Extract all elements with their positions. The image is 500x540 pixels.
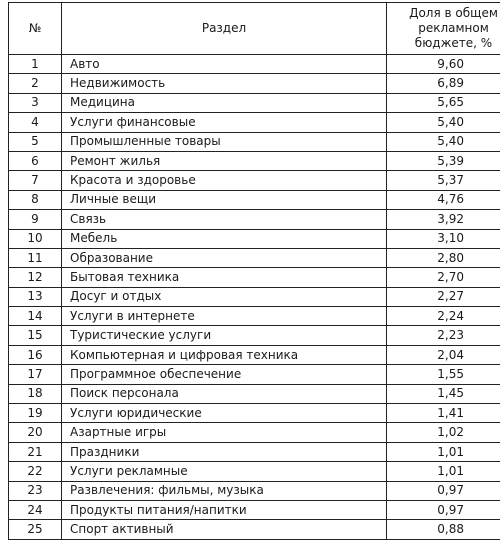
table-row (9, 93, 500, 112)
row-section: Туристические услуги (62, 326, 387, 345)
row-section: Бытовая техника (62, 268, 387, 287)
row-number: 17 (9, 365, 62, 384)
table-row (9, 113, 500, 132)
table-row (9, 307, 500, 326)
row-number: 2 (9, 74, 62, 93)
header-share: Доля в общем рекламном бюджете, % (387, 3, 500, 55)
row-number: 14 (9, 307, 62, 326)
row-number: 9 (9, 210, 62, 229)
row-section: Продукты питания/напитки (62, 500, 387, 519)
row-section: Услуги в интернете (62, 307, 387, 326)
row-section: Услуги юридические (62, 404, 387, 423)
row-share: 2,24 (387, 307, 500, 326)
row-section: Личные вещи (62, 190, 387, 209)
header-row (9, 3, 500, 55)
row-section: Досуг и отдых (62, 287, 387, 306)
row-share: 3,10 (387, 229, 500, 248)
row-section: Ремонт жилья (62, 151, 387, 170)
table-row (9, 500, 500, 519)
row-section: Красота и здоровье (62, 171, 387, 190)
row-number: 8 (9, 190, 62, 209)
advertising-budget-table (8, 2, 500, 540)
row-number: 23 (9, 481, 62, 500)
row-number: 7 (9, 171, 62, 190)
row-number: 4 (9, 113, 62, 132)
row-share: 5,40 (387, 113, 500, 132)
row-number: 16 (9, 345, 62, 364)
row-section: Программное обеспечение (62, 365, 387, 384)
row-section: Развлечения: фильмы, музыка (62, 481, 387, 500)
row-share: 2,80 (387, 248, 500, 267)
row-section: Компьютерная и цифровая техника (62, 345, 387, 364)
row-share: 5,40 (387, 132, 500, 151)
row-share: 9,60 (387, 55, 500, 74)
row-number: 25 (9, 520, 62, 539)
row-section: Образование (62, 248, 387, 267)
row-share: 1,45 (387, 384, 500, 403)
table-row (9, 268, 500, 287)
row-share: 0,88 (387, 520, 500, 539)
row-share: 1,01 (387, 442, 500, 461)
row-number: 20 (9, 423, 62, 442)
row-share: 3,92 (387, 210, 500, 229)
table-row (9, 442, 500, 461)
row-share: 5,39 (387, 151, 500, 170)
row-share: 2,70 (387, 268, 500, 287)
row-section: Медицина (62, 93, 387, 112)
table-row (9, 151, 500, 170)
row-share: 5,37 (387, 171, 500, 190)
row-section: Азартные игры (62, 423, 387, 442)
table-row (9, 229, 500, 248)
row-section: Мебель (62, 229, 387, 248)
row-share: 0,97 (387, 481, 500, 500)
row-number: 22 (9, 462, 62, 481)
row-number: 11 (9, 248, 62, 267)
table-row (9, 365, 500, 384)
row-section: Спорт активный (62, 520, 387, 539)
row-section: Услуги финансовые (62, 113, 387, 132)
row-number: 1 (9, 55, 62, 74)
table-row (9, 404, 500, 423)
table-row (9, 326, 500, 345)
row-number: 6 (9, 151, 62, 170)
row-share: 2,23 (387, 326, 500, 345)
row-number: 3 (9, 93, 62, 112)
table-row (9, 248, 500, 267)
table-row (9, 55, 500, 74)
table-row (9, 74, 500, 93)
table-row (9, 345, 500, 364)
row-number: 15 (9, 326, 62, 345)
row-section: Услуги рекламные (62, 462, 387, 481)
table-row (9, 481, 500, 500)
row-share: 1,55 (387, 365, 500, 384)
row-number: 5 (9, 132, 62, 151)
table-row (9, 132, 500, 151)
row-section: Недвижимость (62, 74, 387, 93)
table-row (9, 520, 500, 539)
row-section: Праздники (62, 442, 387, 461)
row-share: 0,97 (387, 500, 500, 519)
row-number: 12 (9, 268, 62, 287)
row-number: 24 (9, 500, 62, 519)
table-row (9, 384, 500, 403)
table-row (9, 423, 500, 442)
header-number: № (9, 3, 62, 55)
row-share: 1,41 (387, 404, 500, 423)
row-number: 13 (9, 287, 62, 306)
row-share: 1,01 (387, 462, 500, 481)
row-number: 19 (9, 404, 62, 423)
row-number: 21 (9, 442, 62, 461)
table-row (9, 210, 500, 229)
row-section: Поиск персонала (62, 384, 387, 403)
table-row (9, 190, 500, 209)
row-share: 2,27 (387, 287, 500, 306)
row-share: 1,02 (387, 423, 500, 442)
row-share: 2,04 (387, 345, 500, 364)
row-share: 5,65 (387, 93, 500, 112)
row-share: 6,89 (387, 74, 500, 93)
row-section: Промышленные товары (62, 132, 387, 151)
row-number: 18 (9, 384, 62, 403)
table-row (9, 462, 500, 481)
row-section: Связь (62, 210, 387, 229)
table-header (9, 3, 500, 55)
table-row (9, 287, 500, 306)
header-section: Раздел (62, 3, 387, 55)
row-section: Авто (62, 55, 387, 74)
row-share: 4,76 (387, 190, 500, 209)
table-row (9, 171, 500, 190)
table-body (9, 55, 500, 540)
row-number: 10 (9, 229, 62, 248)
